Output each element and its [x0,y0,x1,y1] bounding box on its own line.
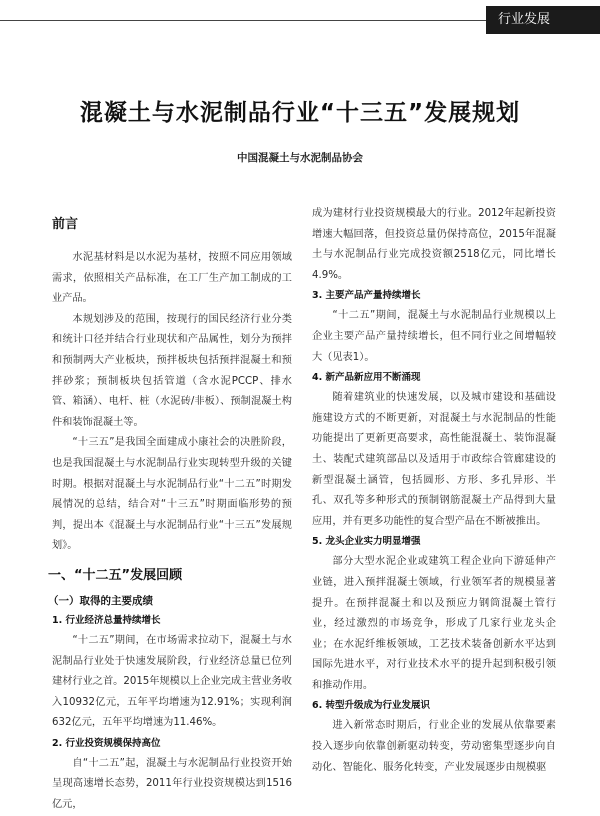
left-column [48,216,292,816]
paragraph: 本规划涉及的范围，按现行的国民经济行业分类和统计口径并结合行业现状和产品属性，划分为预拌和预制两大产业板块，预拌板块包括预拌混凝土和预拌砂浆；预制板块包括管道（含水泥PCCP、排水管、箱涵）、电杆、桩（水泥砖/非板）、预制混凝土构件和装饰混凝土等。 [52,313,292,428]
item-heading: 5. 龙头企业实力明显增强 [312,536,421,548]
item-heading: 4. 新产品新应用不断涌现 [312,372,421,384]
item-heading: 1. 行业经济总量持续增长 [52,614,161,626]
paragraph: “十二五”期间，混凝土与水泥制品行业规模以上企业主要产品产量持续增长，但不同行业之间增幅较大（见表1）。 [312,310,556,363]
paragraph: 自“十二五”起，混凝土与水泥制品行业投资开始呈现高速增长态势，2011年行业投资规模达到1516亿元， [52,757,292,811]
paragraph: “十二五”期间，在市场需求拉动下，混凝土与水泥制品行业处于快速发展阶段，行业经济总量已位列建材行业之首。2015年规模以上企业完成主营业务收入10932亿元，五年平均增速为12.91%；实现利润632亿元，五年平均增速为11.46%。 [52,634,292,729]
subsection-heading: （一）取得的主要成绩 [48,594,153,607]
item-heading: 6. 转型升级成为行业发展识 [312,700,431,712]
item-heading: 2. 行业投资规模保持高位 [52,737,161,749]
right-column [312,204,556,778]
section-tag: 行业发展 [486,6,600,34]
paragraph: 成为建材行业投资规模最大的行业。2012年起新投资增速大幅回落，但投资总量仍保持高位，2015年混凝土与水泥制品行业完成投资额2518亿元，同比增长4.9%。 [312,208,556,281]
article-author: 中国混凝土与水泥制品协会 [237,152,363,164]
section-heading: 一、“十二五”发展回顾 [48,567,183,583]
preface-heading: 前言 [52,217,79,232]
paragraph: “十三五”是我国全面建成小康社会的决胜阶段，也是我国混凝土与水泥制品行业实现转型升级的关键时期。根据对混凝土与水泥制品行业“十二五”时期发展情况的总结，结合对“十三五”时期面临形势的预判，提出本《混凝土与水泥制品行业“十三五”发展规划》。 [52,437,292,552]
paragraph: 进入新常态时期后，行业企业的发展从依靠要素投入逐步向依靠创新驱动转变，劳动密集型逐步向自动化、智能化、服务化转变，产业发展逐步由规模驱 [312,720,556,773]
header-rule [0,20,486,21]
paragraph: 部分大型水泥企业或建筑工程企业向下游延伸产业链，进入预拌混凝土领域，行业领军者的规模显著提升。在预拌混凝土和以及预应力钢筒混凝土管行业，经过激烈的市场竞争，形成了几家行业龙头企业；在水泥纤维板领域，工艺技术装备创新水平达到国际先进水平，对行业技术水平的提升起到积极引领和推动作用。 [312,556,556,691]
paragraph: 随着建筑业的快速发展，以及城市建设和基础设施建设方式的不断更新，对混凝土与水泥制品的性能功能提出了更新更高要求，高性能混凝土、装饰混凝土、装配式建筑部品以及适用于市政综合管廊建设的新型混凝土涵管，包括圆形、方形、多孔异形、半孔、双孔等多种形式的预制钢筋混凝土产品得到大量应用，并有更多功能性的复合型产品在不断被推出。 [312,392,556,527]
item-heading: 3. 主要产品产量持续增长 [312,290,421,302]
paragraph: 水泥基材料是以水泥为基材，按照不同应用领域需求，依照相关产品标准，在工厂生产加工制成的工业产品。 [52,252,292,305]
article-title: 混凝土与水泥制品行业“十三五”发展规划 [79,100,521,126]
